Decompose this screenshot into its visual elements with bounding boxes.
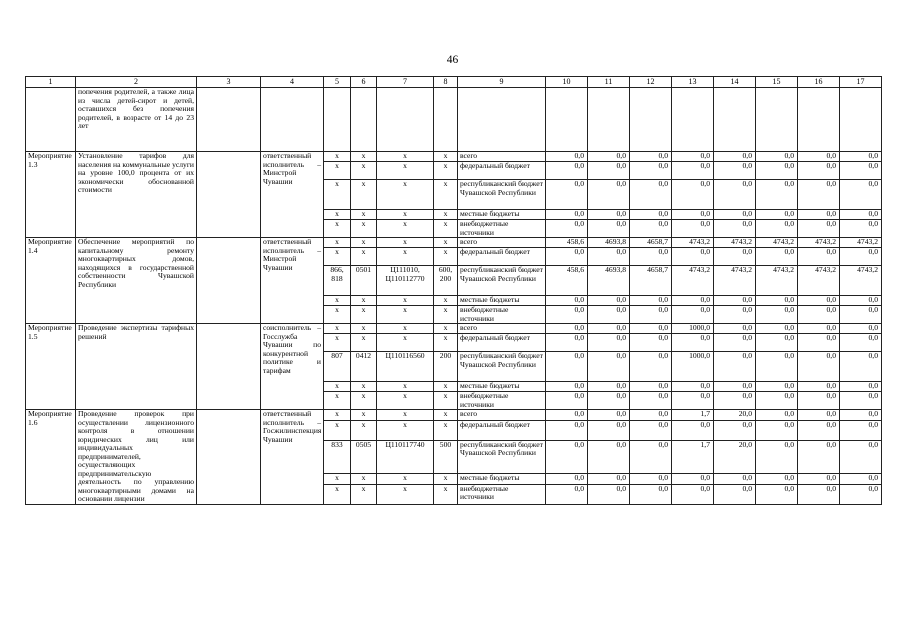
funding-value: 0,0 bbox=[672, 420, 714, 440]
funding-value: 4743,2 bbox=[840, 238, 882, 248]
funding-value: 0,0 bbox=[588, 248, 630, 266]
budget-code-c6: x bbox=[351, 296, 377, 306]
funding-value: 0,0 bbox=[672, 473, 714, 484]
budget-code-c7: x bbox=[377, 220, 434, 238]
funding-value: 0,0 bbox=[840, 392, 882, 410]
funding-value: 0,0 bbox=[714, 324, 756, 334]
funding-value: 0,0 bbox=[714, 392, 756, 410]
funding-value: 0,0 bbox=[588, 352, 630, 382]
funding-value: 0,0 bbox=[546, 392, 588, 410]
funding-source: внебюджетные источники bbox=[458, 220, 546, 238]
funding-value: 0,0 bbox=[588, 392, 630, 410]
funding-value: 0,0 bbox=[714, 382, 756, 392]
budget-code-c6: x bbox=[351, 410, 377, 421]
funding-value: 4743,2 bbox=[840, 266, 882, 296]
funding-value: 0,0 bbox=[546, 410, 588, 421]
activity-executor: ответственный исполнитель – Минстрой Чувашии bbox=[261, 238, 324, 324]
budget-code-c8: x bbox=[434, 152, 458, 162]
funding-value: 0,0 bbox=[756, 392, 798, 410]
funding-value: 0,0 bbox=[630, 334, 672, 352]
funding-value: 0,0 bbox=[546, 334, 588, 352]
budget-code-c5: x bbox=[324, 152, 351, 162]
funding-source: местные бюджеты bbox=[458, 382, 546, 392]
budget-code-c8: x bbox=[434, 473, 458, 484]
funding-value: 0,0 bbox=[588, 324, 630, 334]
funding-value: 0,0 bbox=[630, 392, 672, 410]
funding-value: 0,0 bbox=[756, 410, 798, 421]
funding-value: 0,0 bbox=[588, 382, 630, 392]
funding-row bbox=[26, 410, 882, 421]
funding-value: 0,0 bbox=[546, 440, 588, 473]
budget-code-c6: x bbox=[351, 152, 377, 162]
funding-value: 0,0 bbox=[630, 152, 672, 162]
funding-value: 0,0 bbox=[546, 162, 588, 180]
budget-code-c8: x bbox=[434, 180, 458, 210]
column-number: 4 bbox=[261, 77, 324, 88]
funding-value: 0,0 bbox=[756, 180, 798, 210]
budget-code-c6: x bbox=[351, 473, 377, 484]
funding-value: 4658,7 bbox=[630, 238, 672, 248]
funding-value: 0,0 bbox=[672, 220, 714, 238]
funding-value: 0,0 bbox=[672, 162, 714, 180]
funding-value: 0,0 bbox=[630, 484, 672, 504]
budget-code-c5: x bbox=[324, 324, 351, 334]
funding-row bbox=[26, 238, 882, 248]
funding-value: 0,0 bbox=[798, 473, 840, 484]
activity-executor: ответственный исполнитель – Минстрой Чувашии bbox=[261, 152, 324, 238]
column-number: 16 bbox=[798, 77, 840, 88]
funding-value: 0,0 bbox=[630, 324, 672, 334]
funding-value: 0,0 bbox=[798, 306, 840, 324]
budget-code-c7: x bbox=[377, 152, 434, 162]
column-number: 3 bbox=[197, 77, 261, 88]
budget-code-c7: x bbox=[377, 248, 434, 266]
funding-source: внебюджетные источники bbox=[458, 392, 546, 410]
funding-value: 0,0 bbox=[840, 440, 882, 473]
column-number: 14 bbox=[714, 77, 756, 88]
budget-code-c7: x bbox=[377, 296, 434, 306]
funding-value: 0,0 bbox=[798, 324, 840, 334]
funding-value: 0,0 bbox=[672, 152, 714, 162]
budget-code-c6: 0501 bbox=[351, 266, 377, 296]
funding-source: федеральный бюджет bbox=[458, 162, 546, 180]
funding-source: местные бюджеты bbox=[458, 210, 546, 220]
funding-value: 0,0 bbox=[756, 152, 798, 162]
funding-value: 0,0 bbox=[714, 306, 756, 324]
funding-value: 458,6 bbox=[546, 266, 588, 296]
activity-id: Мероприятие 1.6 bbox=[26, 410, 76, 505]
funding-source: всего bbox=[458, 152, 546, 162]
funding-source: всего bbox=[458, 238, 546, 248]
budget-code-c6: x bbox=[351, 420, 377, 440]
funding-value: 4743,2 bbox=[672, 238, 714, 248]
budget-code-c5: x bbox=[324, 296, 351, 306]
budget-code-c5: 866, 818 bbox=[324, 266, 351, 296]
column-number: 10 bbox=[546, 77, 588, 88]
column-number: 9 bbox=[458, 77, 546, 88]
budget-code-c6: x bbox=[351, 334, 377, 352]
activity-id: Мероприятие 1.4 bbox=[26, 238, 76, 324]
funding-value: 0,0 bbox=[798, 210, 840, 220]
funding-value: 0,0 bbox=[588, 440, 630, 473]
funding-value: 0,0 bbox=[630, 162, 672, 180]
funding-value: 0,0 bbox=[798, 152, 840, 162]
column-number: 12 bbox=[630, 77, 672, 88]
budget-code-c7: Ц110117740 bbox=[377, 440, 434, 473]
column-number-row bbox=[26, 77, 882, 88]
funding-value: 0,0 bbox=[672, 306, 714, 324]
activity-title: Установление тарифов для населения на коммунальные услуги на уровне 100,0 процента от их экономически обоснованной стоимости bbox=[76, 152, 197, 238]
funding-source: республиканский бюджет Чувашской Республики bbox=[458, 440, 546, 473]
funding-value: 0,0 bbox=[672, 392, 714, 410]
funding-value: 0,0 bbox=[630, 420, 672, 440]
funding-value: 4743,2 bbox=[714, 266, 756, 296]
funding-source: местные бюджеты bbox=[458, 296, 546, 306]
budget-code-c6: x bbox=[351, 324, 377, 334]
funding-value: 0,0 bbox=[714, 210, 756, 220]
continuation-text: попечения родителей, а также лица из числа детей-сирот и детей, оставшихся без попечения родителей, в возрасте от 14 до 23 лет bbox=[76, 88, 197, 152]
activity-title: Проведение проверок при осуществлении лицензионного контроля в отношении юридических лиц или индивидуальных предпринимателей, осуществляющих предпринимательскую деятельность по управлению многоквартирными домами на основании лицензии bbox=[76, 410, 197, 505]
funding-source: федеральный бюджет bbox=[458, 334, 546, 352]
budget-code-c6: x bbox=[351, 484, 377, 504]
page-number: 46 bbox=[446, 54, 459, 66]
activity-executor: соисполнитель – Госслужба Чувашии по конкурентной политике и тарифам bbox=[261, 324, 324, 410]
funding-value: 0,0 bbox=[546, 382, 588, 392]
activity-id: Мероприятие 1.5 bbox=[26, 324, 76, 410]
funding-value: 4743,2 bbox=[798, 238, 840, 248]
funding-value: 0,0 bbox=[840, 420, 882, 440]
funding-value: 0,0 bbox=[630, 248, 672, 266]
budget-code-c5: x bbox=[324, 306, 351, 324]
budget-code-c7: x bbox=[377, 334, 434, 352]
funding-value: 0,0 bbox=[546, 473, 588, 484]
budget-code-c5: x bbox=[324, 220, 351, 238]
funding-value: 0,0 bbox=[756, 248, 798, 266]
funding-value: 0,0 bbox=[672, 248, 714, 266]
funding-value: 0,0 bbox=[798, 248, 840, 266]
budget-code-c8: x bbox=[434, 420, 458, 440]
funding-value: 0,0 bbox=[672, 382, 714, 392]
budget-code-c8: x bbox=[434, 238, 458, 248]
funding-value: 0,0 bbox=[798, 180, 840, 210]
funding-value: 0,0 bbox=[798, 352, 840, 382]
column-number: 7 bbox=[377, 77, 434, 88]
budget-code-c7: x bbox=[377, 473, 434, 484]
budget-code-c6: x bbox=[351, 382, 377, 392]
funding-value: 0,0 bbox=[714, 352, 756, 382]
funding-value: 0,0 bbox=[840, 324, 882, 334]
funding-source: всего bbox=[458, 324, 546, 334]
budget-code-c6: x bbox=[351, 162, 377, 180]
budget-code-c8: x bbox=[434, 248, 458, 266]
funding-value: 0,0 bbox=[630, 210, 672, 220]
budget-code-c8: x bbox=[434, 220, 458, 238]
funding-value: 0,0 bbox=[798, 440, 840, 473]
budget-code-c7: x bbox=[377, 238, 434, 248]
column-number: 6 bbox=[351, 77, 377, 88]
funding-value: 0,0 bbox=[840, 473, 882, 484]
funding-value: 0,0 bbox=[756, 162, 798, 180]
funding-value: 0,0 bbox=[630, 296, 672, 306]
funding-value: 0,0 bbox=[756, 334, 798, 352]
funding-value: 0,0 bbox=[588, 484, 630, 504]
funding-value: 1,7 bbox=[672, 410, 714, 421]
budget-code-c7: x bbox=[377, 484, 434, 504]
funding-value: 4693,8 bbox=[588, 266, 630, 296]
funding-value: 0,0 bbox=[588, 210, 630, 220]
funding-value: 0,0 bbox=[672, 180, 714, 210]
funding-value: 0,0 bbox=[546, 220, 588, 238]
funding-value: 0,0 bbox=[756, 440, 798, 473]
budget-code-c8: 200 bbox=[434, 352, 458, 382]
funding-value: 0,0 bbox=[672, 296, 714, 306]
budget-code-c6: 0505 bbox=[351, 440, 377, 473]
funding-value: 0,0 bbox=[546, 248, 588, 266]
budget-code-c8: x bbox=[434, 324, 458, 334]
funding-value: 0,0 bbox=[714, 296, 756, 306]
budget-code-c8: x bbox=[434, 410, 458, 421]
funding-value: 0,0 bbox=[588, 180, 630, 210]
budget-code-c5: x bbox=[324, 334, 351, 352]
funding-value: 0,0 bbox=[756, 324, 798, 334]
funding-row bbox=[26, 324, 882, 334]
budget-code-c6: x bbox=[351, 306, 377, 324]
funding-source: федеральный бюджет bbox=[458, 248, 546, 266]
budget-code-c5: x bbox=[324, 484, 351, 504]
funding-source: внебюджетные источники bbox=[458, 484, 546, 504]
funding-value: 0,0 bbox=[630, 410, 672, 421]
funding-source: всего bbox=[458, 410, 546, 421]
funding-value: 0,0 bbox=[840, 334, 882, 352]
funding-value: 0,0 bbox=[756, 220, 798, 238]
budget-code-c7: x bbox=[377, 306, 434, 324]
budget-code-c7: x bbox=[377, 210, 434, 220]
funding-value: 0,0 bbox=[756, 473, 798, 484]
funding-value: 0,0 bbox=[756, 352, 798, 382]
funding-value: 0,0 bbox=[756, 420, 798, 440]
funding-value: 0,0 bbox=[588, 220, 630, 238]
funding-value: 0,0 bbox=[588, 420, 630, 440]
budget-code-c8: x bbox=[434, 210, 458, 220]
funding-value: 0,0 bbox=[714, 334, 756, 352]
budget-code-c6: x bbox=[351, 180, 377, 210]
budget-code-c8: x bbox=[434, 392, 458, 410]
funding-value: 0,0 bbox=[714, 248, 756, 266]
funding-value: 0,0 bbox=[588, 306, 630, 324]
funding-value: 0,0 bbox=[798, 410, 840, 421]
column-number: 2 bbox=[76, 77, 197, 88]
funding-value: 0,0 bbox=[546, 484, 588, 504]
funding-value: 0,0 bbox=[672, 210, 714, 220]
funding-value: 0,0 bbox=[714, 152, 756, 162]
budget-code-c5: x bbox=[324, 382, 351, 392]
budget-code-c5: x bbox=[324, 420, 351, 440]
funding-value: 4743,2 bbox=[756, 266, 798, 296]
budget-code-c8: x bbox=[434, 306, 458, 324]
funding-value: 0,0 bbox=[714, 162, 756, 180]
funding-value: 0,0 bbox=[630, 352, 672, 382]
budget-code-c6: 0412 bbox=[351, 352, 377, 382]
budget-code-c5: x bbox=[324, 180, 351, 210]
column-number: 17 bbox=[840, 77, 882, 88]
funding-value: 0,0 bbox=[840, 410, 882, 421]
funding-value: 0,0 bbox=[798, 392, 840, 410]
activity-title: Проведение экспертизы тарифных решений bbox=[76, 324, 197, 410]
funding-value: 0,0 bbox=[672, 334, 714, 352]
funding-row bbox=[26, 152, 882, 162]
budget-code-c5: x bbox=[324, 392, 351, 410]
funding-value: 20,0 bbox=[714, 410, 756, 421]
budget-code-c7: x bbox=[377, 180, 434, 210]
funding-value: 0,0 bbox=[714, 420, 756, 440]
budget-code-c8: 600, 200 bbox=[434, 266, 458, 296]
column-number: 8 bbox=[434, 77, 458, 88]
funding-value: 0,0 bbox=[798, 382, 840, 392]
budget-code-c8: x bbox=[434, 296, 458, 306]
budget-code-c5: 833 bbox=[324, 440, 351, 473]
funding-value: 1000,0 bbox=[672, 352, 714, 382]
funding-value: 0,0 bbox=[840, 248, 882, 266]
budget-code-c5: x bbox=[324, 238, 351, 248]
funding-source: республиканский бюджет Чувашской Республики bbox=[458, 266, 546, 296]
funding-value: 0,0 bbox=[840, 296, 882, 306]
funding-value: 0,0 bbox=[546, 352, 588, 382]
funding-value: 0,0 bbox=[546, 306, 588, 324]
activity-executor: ответственный исполнитель – Госжилинспекция Чувашии bbox=[261, 410, 324, 505]
funding-value: 0,0 bbox=[798, 484, 840, 504]
budget-code-c6: x bbox=[351, 210, 377, 220]
funding-value: 4693,8 bbox=[588, 238, 630, 248]
budget-code-c7: x bbox=[377, 392, 434, 410]
budget-code-c8: x bbox=[434, 334, 458, 352]
funding-value: 4743,2 bbox=[672, 266, 714, 296]
funding-value: 0,0 bbox=[756, 484, 798, 504]
funding-value: 0,0 bbox=[840, 152, 882, 162]
funding-source: федеральный бюджет bbox=[458, 420, 546, 440]
funding-value: 0,0 bbox=[714, 473, 756, 484]
funding-value: 0,0 bbox=[588, 152, 630, 162]
funding-value: 4743,2 bbox=[756, 238, 798, 248]
budget-code-c6: x bbox=[351, 220, 377, 238]
funding-value: 0,0 bbox=[588, 410, 630, 421]
column-number: 15 bbox=[756, 77, 798, 88]
funding-value: 0,0 bbox=[798, 220, 840, 238]
budget-code-c8: x bbox=[434, 484, 458, 504]
budget-code-c5: x bbox=[324, 473, 351, 484]
budget-code-c8: 500 bbox=[434, 440, 458, 473]
funding-value: 0,0 bbox=[798, 296, 840, 306]
funding-source: внебюджетные источники bbox=[458, 306, 546, 324]
funding-value: 0,0 bbox=[546, 152, 588, 162]
funding-value: 0,0 bbox=[630, 306, 672, 324]
funding-value: 0,0 bbox=[588, 162, 630, 180]
funding-value: 0,0 bbox=[588, 296, 630, 306]
funding-value: 0,0 bbox=[840, 220, 882, 238]
budget-code-c7: x bbox=[377, 410, 434, 421]
budget-code-c5: x bbox=[324, 410, 351, 421]
funding-value: 0,0 bbox=[546, 180, 588, 210]
funding-value: 0,0 bbox=[798, 420, 840, 440]
funding-value: 0,0 bbox=[630, 473, 672, 484]
program-funding-table bbox=[25, 76, 882, 505]
funding-value: 0,0 bbox=[798, 162, 840, 180]
budget-code-c7: x bbox=[377, 420, 434, 440]
column-number: 5 bbox=[324, 77, 351, 88]
funding-value: 458,6 bbox=[546, 238, 588, 248]
budget-code-c7: Ц110116560 bbox=[377, 352, 434, 382]
column-number: 1 bbox=[26, 77, 76, 88]
budget-code-c8: x bbox=[434, 162, 458, 180]
funding-value: 0,0 bbox=[756, 382, 798, 392]
funding-value: 0,0 bbox=[840, 180, 882, 210]
funding-value: 1,7 bbox=[672, 440, 714, 473]
funding-value: 4743,2 bbox=[714, 238, 756, 248]
funding-value: 0,0 bbox=[756, 306, 798, 324]
activity-id: Мероприятие 1.3 bbox=[26, 152, 76, 238]
funding-value: 0,0 bbox=[714, 180, 756, 210]
funding-value: 0,0 bbox=[756, 296, 798, 306]
funding-value: 1000,0 bbox=[672, 324, 714, 334]
funding-value: 0,0 bbox=[630, 220, 672, 238]
funding-source: республиканский бюджет Чувашской Республики bbox=[458, 180, 546, 210]
funding-value: 4658,7 bbox=[630, 266, 672, 296]
budget-code-c5: x bbox=[324, 210, 351, 220]
funding-value: 0,0 bbox=[588, 473, 630, 484]
funding-value: 0,0 bbox=[546, 210, 588, 220]
funding-value: 0,0 bbox=[546, 324, 588, 334]
budget-code-c7: Ц111010, Ц110112770 bbox=[377, 266, 434, 296]
budget-code-c7: x bbox=[377, 324, 434, 334]
funding-value: 0,0 bbox=[798, 334, 840, 352]
budget-code-c5: x bbox=[324, 162, 351, 180]
funding-value: 0,0 bbox=[546, 420, 588, 440]
budget-code-c7: x bbox=[377, 382, 434, 392]
funding-value: 0,0 bbox=[840, 484, 882, 504]
activity-title: Обеспечение мероприятий по капитальному ремонту многоквартирных домов, находящихся в государственной собственности Чувашской Республики bbox=[76, 238, 197, 324]
funding-value: 4743,2 bbox=[798, 266, 840, 296]
funding-value: 0,0 bbox=[630, 382, 672, 392]
funding-value: 0,0 bbox=[756, 210, 798, 220]
funding-value: 0,0 bbox=[546, 296, 588, 306]
funding-value: 0,0 bbox=[840, 306, 882, 324]
funding-value: 0,0 bbox=[714, 484, 756, 504]
funding-value: 20,0 bbox=[714, 440, 756, 473]
budget-code-c7: x bbox=[377, 162, 434, 180]
funding-value: 0,0 bbox=[840, 352, 882, 382]
funding-value: 0,0 bbox=[840, 382, 882, 392]
funding-value: 0,0 bbox=[672, 484, 714, 504]
funding-source: местные бюджеты bbox=[458, 473, 546, 484]
budget-code-c6: x bbox=[351, 238, 377, 248]
funding-value: 0,0 bbox=[840, 162, 882, 180]
funding-value: 0,0 bbox=[588, 334, 630, 352]
funding-value: 0,0 bbox=[714, 220, 756, 238]
budget-code-c6: x bbox=[351, 392, 377, 410]
budget-code-c5: 807 bbox=[324, 352, 351, 382]
continuation-row bbox=[26, 88, 882, 152]
budget-code-c5: x bbox=[324, 248, 351, 266]
column-number: 13 bbox=[672, 77, 714, 88]
column-number: 11 bbox=[588, 77, 630, 88]
funding-value: 0,0 bbox=[840, 210, 882, 220]
funding-source: республиканский бюджет Чувашской Республики bbox=[458, 352, 546, 382]
funding-value: 0,0 bbox=[630, 440, 672, 473]
budget-code-c6: x bbox=[351, 248, 377, 266]
funding-value: 0,0 bbox=[630, 180, 672, 210]
budget-code-c8: x bbox=[434, 382, 458, 392]
